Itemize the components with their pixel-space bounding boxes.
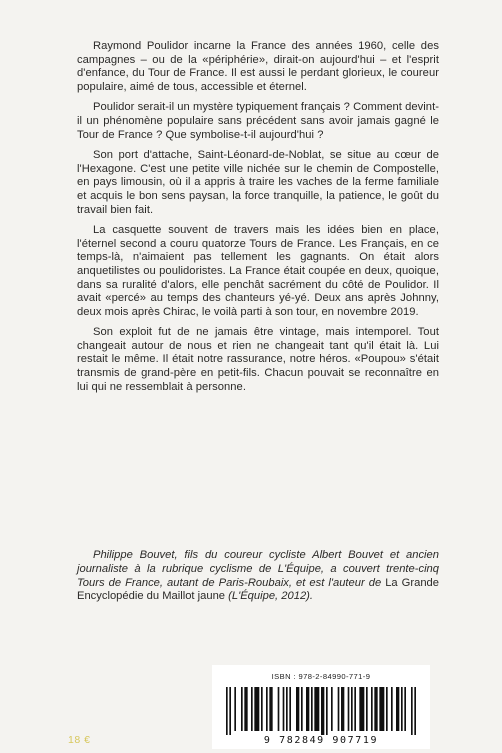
paragraph-career: La casquette souvent de travers mais les idées bien en place, l'éternel second a couru quatorze Tours de France. Les Français, en ce temps-là, n'aimaient pas tellement les gagnants. On était alors anquetilistes ou poulidoristes. La France était coupée en deux, quoique, dans sa ruralité d'alors, elle penchât sacrément du côté de Poulidor. Il avait «percé» au temps des chanteurs yé-yé. Deux ans après Johnny, deux mois après Chirac, le voilà parti à son tour, en novembre 2019. xyxy=(77,224,439,318)
paragraph-intro: Raymond Poulidor incarne la France des années 1960, celle des campagnes – ou de la «périphérie», dirait-on aujourd'hui – et l'esprit d'enfance, du Tour de France. Il est aussi le perdant glorieux, le coureur populaire, aimé de tous, accessible et éternel. xyxy=(77,40,439,93)
price-label: 18 € xyxy=(68,734,91,746)
ean-digits: 9 782849 907719 xyxy=(263,735,379,746)
isbn-label: ISBN : 978-2-84990-771-9 xyxy=(271,672,371,681)
author-bio-end: (L'Équipe, 2012). xyxy=(225,590,313,603)
description-text xyxy=(77,40,439,401)
paragraph-hometown: Son port d'attache, Saint-Léonard-de-Noblat, se situe au cœur de l'Hexagone. C'est une petite ville nichée sur le chemin de Compostelle, en pays limousin, où il a appris à traire les vaches de la ferme familiale et acquis le bon sens paysan, la force tranquille, la patience, le goût du travail bien fait. xyxy=(77,149,439,216)
barcode-icon xyxy=(226,687,416,735)
paragraph-questions: Poulidor serait-il un mystère typiquement français ? Comment devint-il un phénomène populaire sans précédent sans avoir jamais gagné le Tour de France ? Que symbolise-t-il aujourd'hui ? xyxy=(77,101,440,141)
barcode-area xyxy=(212,665,430,749)
paragraph-legacy: Son exploit fut de ne jamais être vintage, mais intemporel. Tout changeait autour de nous et rien ne changeait tant qu'il était là. Lui restait le même. Il était notre rassurance, notre héros. «Poupou» s'était transmis de grand-père en petit-fils. Chacun pouvait se reconnaître en lui qui ne ressemblait à personne. xyxy=(77,326,439,393)
author-bio-text: Philippe Bouvet, fils du coureur cycliste Albert Bouvet et ancien journaliste à la rubrique cyclisme de L'Équipe, a couvert trente-cinq Tours de France, autant de Paris-Roubaix, et est l'auteur de xyxy=(77,549,439,589)
author-bio xyxy=(77,549,439,604)
book-title: La Grande Encyclopédie du Maillot jaune xyxy=(77,576,439,603)
